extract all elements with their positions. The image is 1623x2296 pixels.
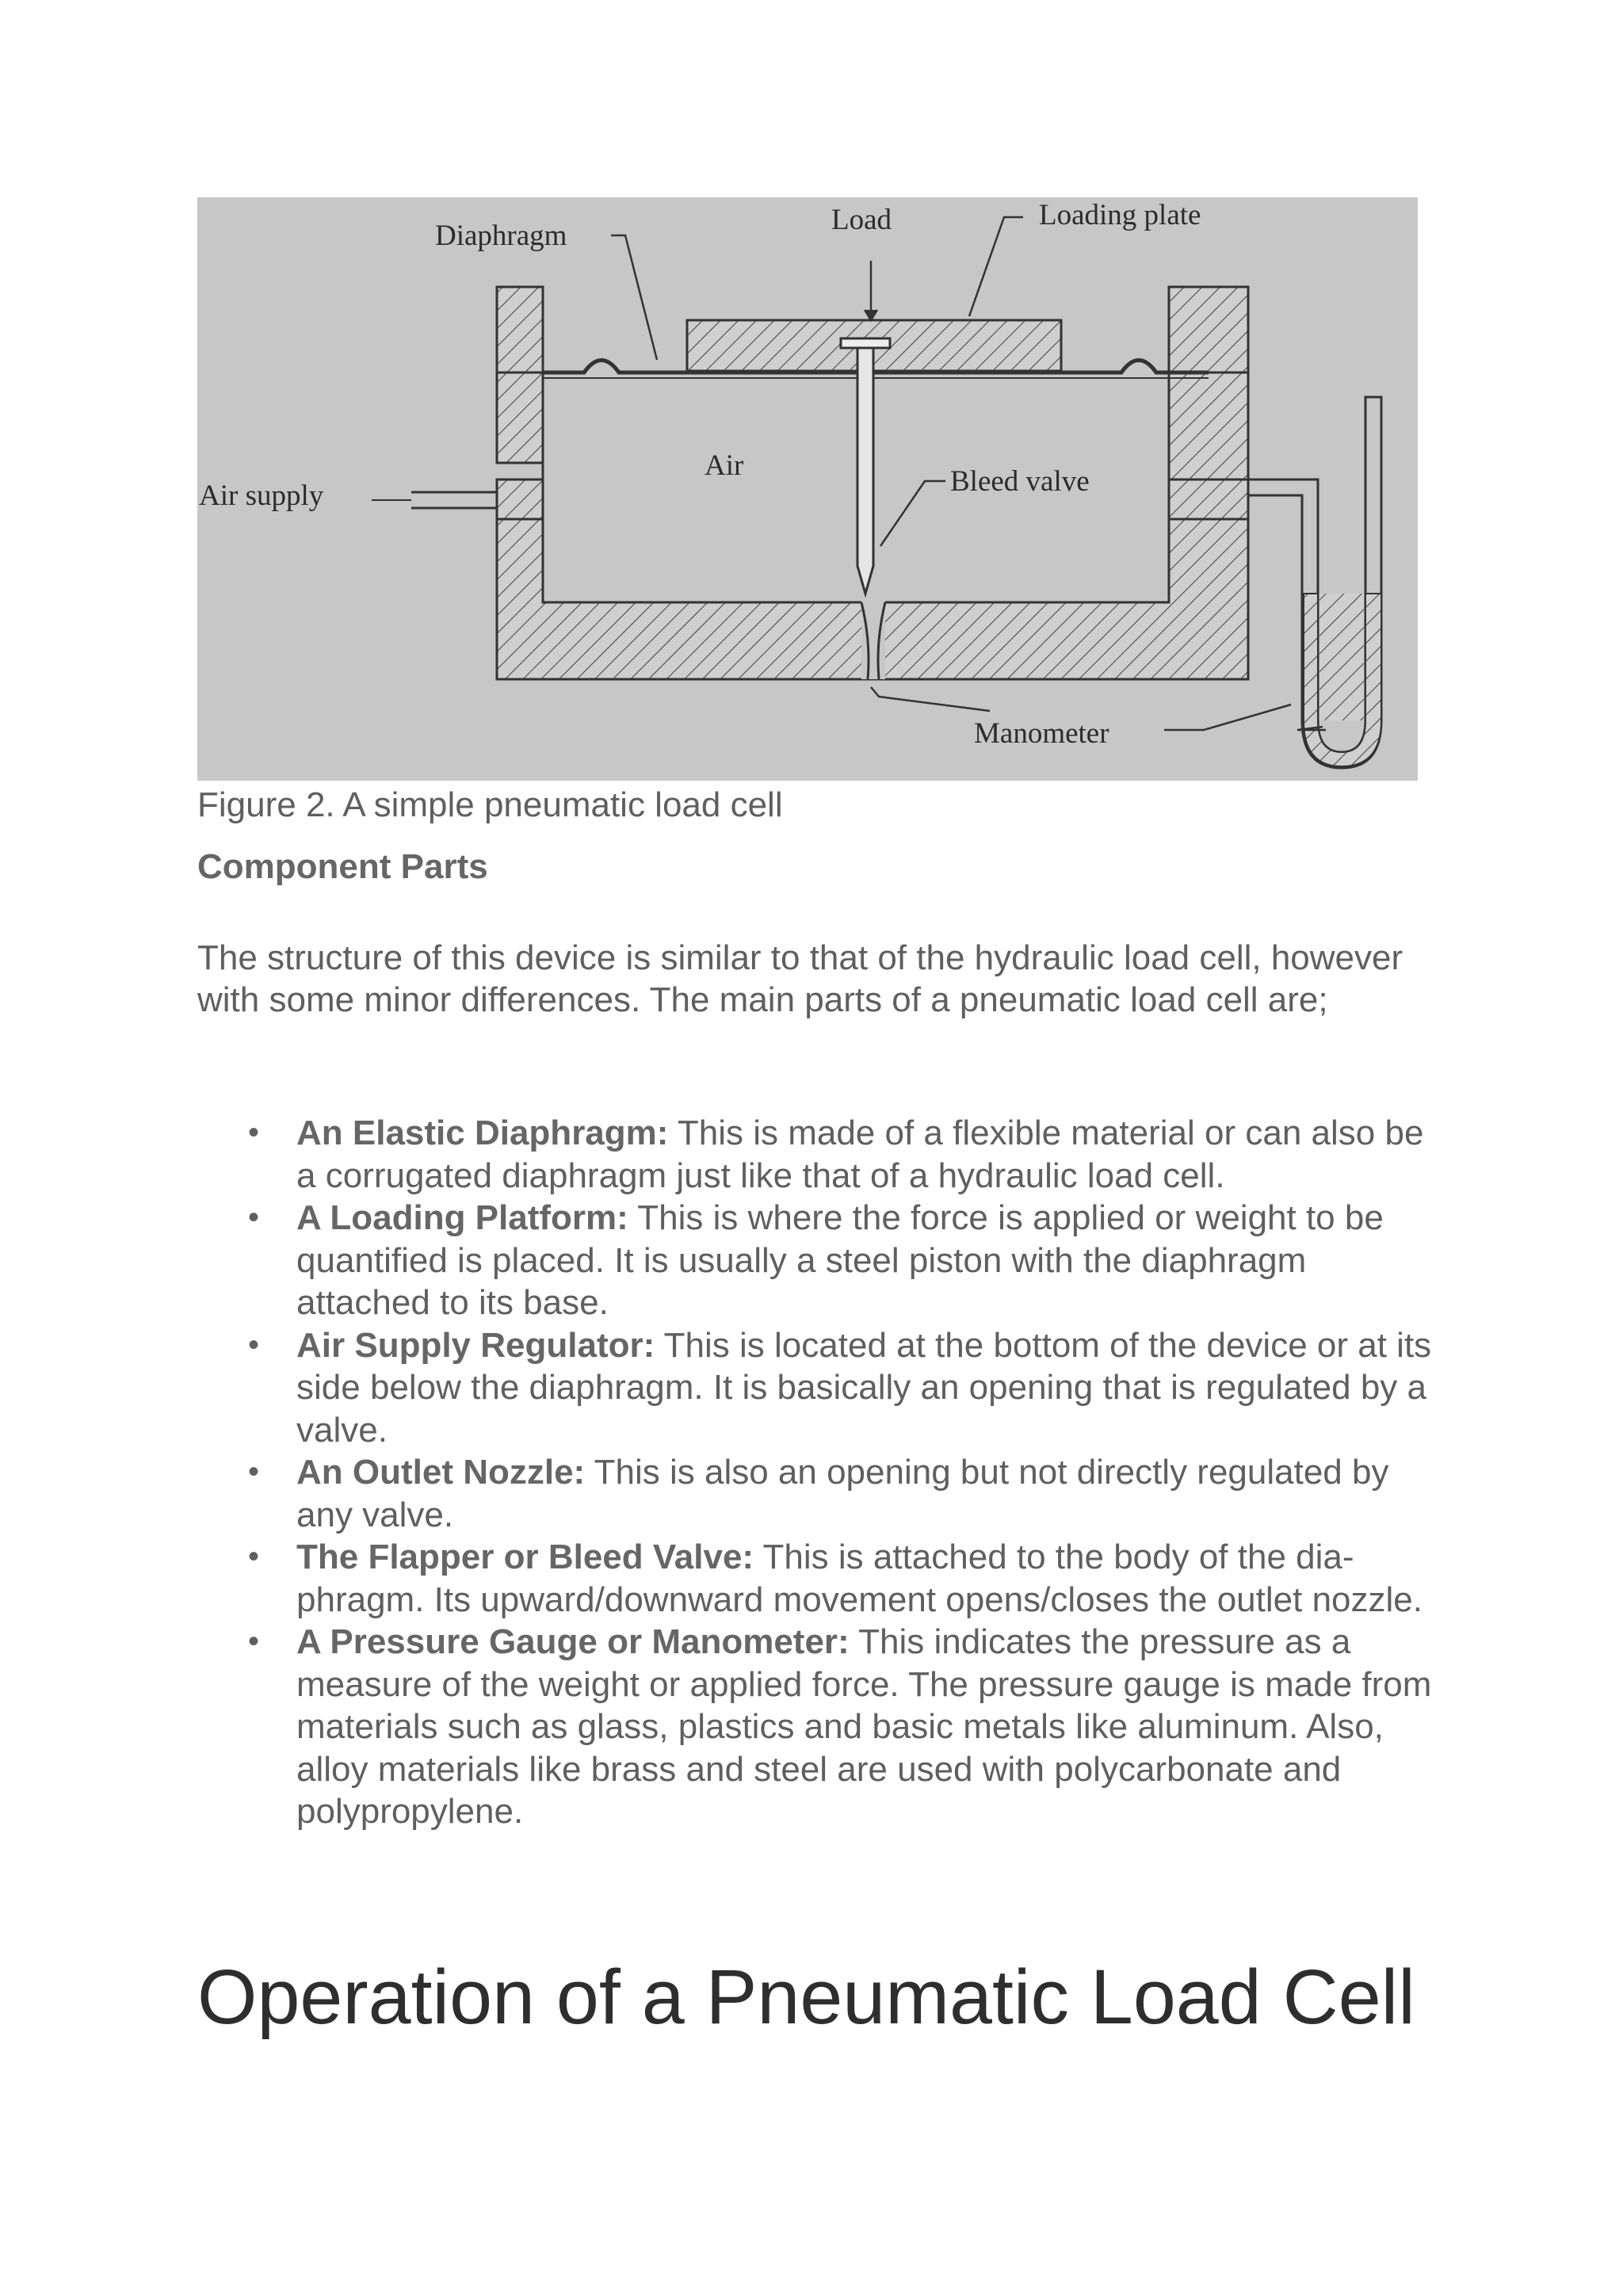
load-cell-diagram [197,197,1418,781]
part-term: The Flapper or Bleed Valve: [296,1538,754,1576]
label-manometer: Manometer [974,717,1109,750]
list-item [197,1536,1434,1621]
label-air: Air [705,449,744,482]
part-text: This is also an opening but not directly regulated by any valve. [296,1453,1389,1534]
right-clamp [1169,287,1248,372]
bullet: • [248,1200,260,1235]
part-term: A Pressure Gauge or Manometer: [296,1622,850,1661]
list-item [197,1621,1434,1833]
bullet: • [248,1115,260,1150]
label-diaphragm: Diaphragm [435,220,567,252]
right-wall-lower [1169,479,1248,519]
left-clamp [497,287,543,372]
left-wall-bottom [497,479,543,519]
list-item [197,1324,1434,1452]
part-term: An Outlet Nozzle: [296,1453,586,1492]
part-text: This is made of a flexible material or can also be a corrugated diaphragm just like that of a hydraulic load cell. [296,1114,1424,1195]
label-load: Load [831,204,892,236]
bullet: • [248,1624,260,1659]
bullet: • [248,1327,260,1362]
part-text: This is attached to the body of the diaphragm. Its upward/downward movement opens/closes the outlet nozzle. [296,1538,1423,1619]
bullet: • [248,1454,260,1489]
list-item [197,1451,1434,1536]
operation-heading: Operation of a Pneumatic Load Cell [197,1954,1415,2040]
part-term: Air Supply Regulator: [296,1325,655,1365]
list-item [197,1197,1434,1324]
right-wall [1169,372,1248,479]
label-loading-plate: Loading plate [1039,199,1201,231]
pneumatic-load-cell-figure [197,197,1418,781]
part-term: An Elastic Diaphragm: [296,1114,669,1152]
air-supply-pipe [372,492,497,508]
part-text: This is where the force is applied or weight to be quantified is placed. It is usually a steel piston with the diaphragm attached to its base. [296,1198,1384,1322]
bullet: • [248,1539,260,1574]
part-text: This indicates the pressure as a measure of the weight or applied force. The pressure gauge is made from materials such as glass, plastics and basic metals like aluminum. Also, alloy materials like brass and steel are used with polycarbonate and polypropylene. [296,1622,1432,1831]
component-parts-list [197,1112,1434,1833]
part-term: A Loading Platform: [296,1198,628,1237]
list-item [197,1112,1434,1197]
manometer-tube [1248,397,1381,768]
label-bleed-valve: Bleed valve [950,465,1090,498]
section-heading: Component Parts [197,847,488,886]
label-air-supply: Air supply [199,479,324,512]
intro-paragraph: The structure of this device is similar to that of the hydraulic load cell, however with some minor differences. The main parts of a pneumatic load cell are; [197,938,1403,1019]
figure-caption: Figure 2. A simple pneumatic load cell [197,785,783,824]
part-text: This is located at the bottom of the device or at its side below the diaphragm. It is basically an opening that is regulated by a valve. [296,1325,1432,1450]
